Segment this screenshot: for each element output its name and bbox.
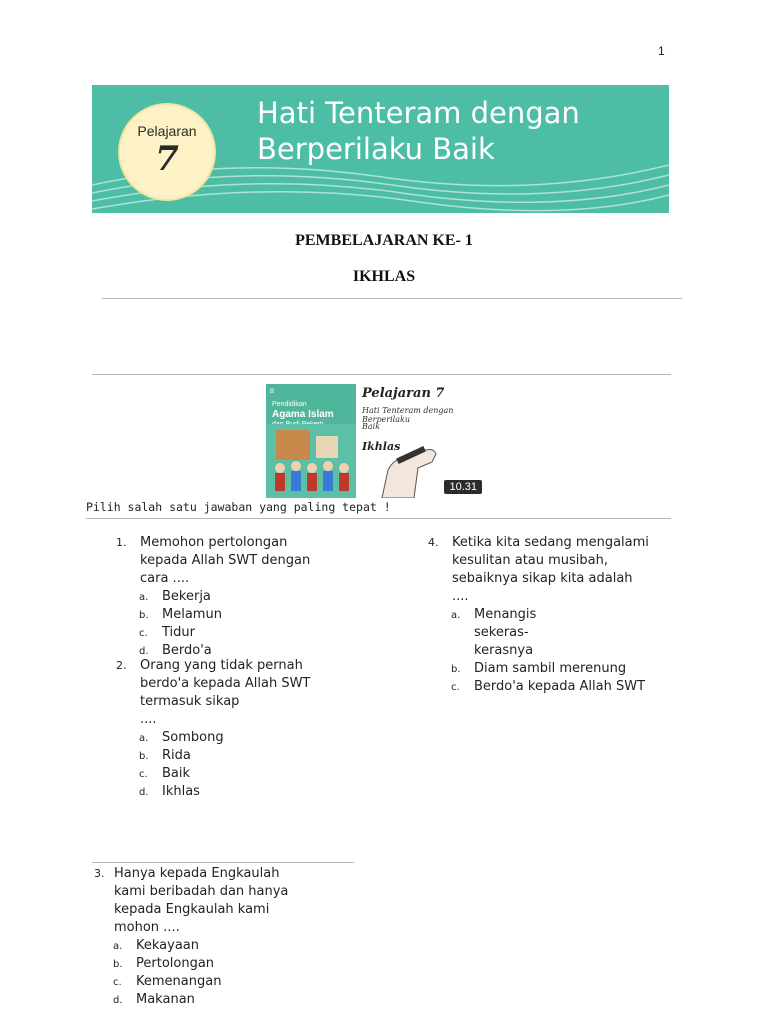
answer-option[interactable] xyxy=(139,606,356,624)
option-text: Baik xyxy=(162,766,191,781)
answer-option[interactable] xyxy=(113,955,354,973)
badge-number: 7 xyxy=(155,139,179,179)
question-number: 2. xyxy=(116,659,127,672)
stem-line: kepada Engkaulah kami xyxy=(114,902,270,917)
option-text: Bekerja xyxy=(162,589,211,604)
stem-line: Hanya kepada Engkaulah xyxy=(114,866,280,881)
answer-options xyxy=(116,588,356,660)
answer-option[interactable] xyxy=(113,991,354,1009)
option-text-continued: kerasnya xyxy=(474,643,534,658)
option-letter: a. xyxy=(113,941,123,952)
question-2 xyxy=(116,657,356,801)
option-text: Ikhlas xyxy=(162,784,200,799)
answer-option[interactable] xyxy=(113,973,354,991)
video-word: Ikhlas xyxy=(362,440,401,453)
option-text: Makanan xyxy=(136,992,195,1007)
stem-line: sebaiknya sikap kita adalah xyxy=(452,571,633,586)
book-cover-image xyxy=(266,384,356,498)
option-text: Pertolongan xyxy=(136,956,215,971)
stem-line: .... xyxy=(452,589,469,604)
banner-title xyxy=(257,95,580,167)
answer-options xyxy=(116,729,356,801)
option-letter: b. xyxy=(113,959,123,970)
stem-line: kami beribadah dan hanya xyxy=(114,884,289,899)
video-thumbnail[interactable] xyxy=(266,384,484,498)
question-stem xyxy=(114,865,354,937)
option-letter: b. xyxy=(139,751,149,762)
book-title-main: Agama Islam xyxy=(272,409,334,420)
option-letter: a. xyxy=(451,610,461,621)
lesson-banner xyxy=(92,85,669,213)
video-subtitle: Hati Tenteram dengan Berperilaku xyxy=(362,406,454,424)
video-duration: 10.31 xyxy=(444,480,482,494)
answer-option[interactable] xyxy=(139,588,356,606)
book-logo: B xyxy=(270,389,275,395)
option-letter: a. xyxy=(139,592,149,603)
video-title: Pelajaran 7 xyxy=(362,386,445,401)
answer-option[interactable] xyxy=(139,624,356,642)
option-text-continued: sekeras- xyxy=(474,625,529,640)
option-text: Sombong xyxy=(162,730,224,745)
answer-options xyxy=(94,937,354,1009)
answer-options xyxy=(428,606,690,696)
option-letter: b. xyxy=(139,610,149,621)
option-text: Berdo'a xyxy=(162,643,212,658)
option-text: Kemenangan xyxy=(136,974,222,989)
option-letter: c. xyxy=(139,769,148,780)
writing-hand-icon xyxy=(374,440,444,498)
divider xyxy=(92,862,354,863)
instruction-text: Pilih salah satu jawaban yang paling tepat ! xyxy=(86,500,391,514)
question-stem xyxy=(140,657,356,729)
stem-line: kesulitan atau musibah, xyxy=(452,553,609,568)
question-4 xyxy=(428,534,690,696)
option-text: Kekayaan xyxy=(136,938,200,953)
book-title-small: Pendidikan xyxy=(272,401,307,408)
answer-option[interactable] xyxy=(139,765,356,783)
stem-line: Orang yang tidak pernah xyxy=(140,658,303,673)
lesson-badge xyxy=(118,103,216,201)
stem-line: termasuk sikap xyxy=(140,694,240,709)
option-letter: b. xyxy=(451,664,461,675)
lesson-heading: PEMBELAJARAN KE- 1 xyxy=(295,232,473,249)
question-number: 1. xyxy=(116,536,127,549)
option-letter: c. xyxy=(451,682,460,693)
question-number: 4. xyxy=(428,536,439,549)
divider xyxy=(102,298,682,299)
answer-option[interactable] xyxy=(451,606,690,660)
stem-line: .... xyxy=(140,712,157,727)
divider xyxy=(92,374,671,375)
stem-line: Memohon pertolongan xyxy=(140,535,288,550)
banner-title-line1: Hati Tenteram dengan xyxy=(257,96,580,130)
question-stem xyxy=(140,534,356,588)
students-illustration xyxy=(266,424,356,498)
divider xyxy=(86,518,671,519)
option-text: Diam sambil merenung xyxy=(474,661,627,676)
stem-line: cara .... xyxy=(140,571,190,586)
answer-option[interactable] xyxy=(139,747,356,765)
answer-option[interactable] xyxy=(139,729,356,747)
question-stem xyxy=(452,534,690,606)
option-letter: a. xyxy=(139,733,149,744)
stem-line: mohon .... xyxy=(114,920,180,935)
option-text: Rida xyxy=(162,748,191,763)
answer-option[interactable] xyxy=(451,678,690,696)
stem-line: berdo'a kepada Allah SWT xyxy=(140,676,311,691)
video-subtitle-2: Baik xyxy=(362,422,381,431)
option-text: Tidur xyxy=(162,625,195,640)
question-number: 3. xyxy=(94,867,105,880)
option-letter: d. xyxy=(113,995,123,1006)
lesson-subheading: IKHLAS xyxy=(352,268,416,285)
banner-title-line2: Berperilaku Baik xyxy=(257,132,495,166)
question-1 xyxy=(116,534,356,660)
answer-option[interactable] xyxy=(113,937,354,955)
option-letter: c. xyxy=(139,628,148,639)
page-number: 1 xyxy=(658,44,665,58)
option-letter: d. xyxy=(139,787,149,798)
stem-line: Ketika kita sedang mengalami xyxy=(452,535,649,550)
option-text: Menangis xyxy=(474,607,537,622)
answer-option[interactable] xyxy=(139,783,356,801)
option-letter: d. xyxy=(139,646,149,657)
option-text: Melamun xyxy=(162,607,222,622)
option-text: Berdo'a kepada Allah SWT xyxy=(474,679,646,694)
answer-option[interactable] xyxy=(451,660,690,678)
badge-label: Pelajaran xyxy=(137,123,197,139)
question-3 xyxy=(94,865,354,1009)
stem-line: kepada Allah SWT dengan xyxy=(140,553,311,568)
option-letter: c. xyxy=(113,977,122,988)
